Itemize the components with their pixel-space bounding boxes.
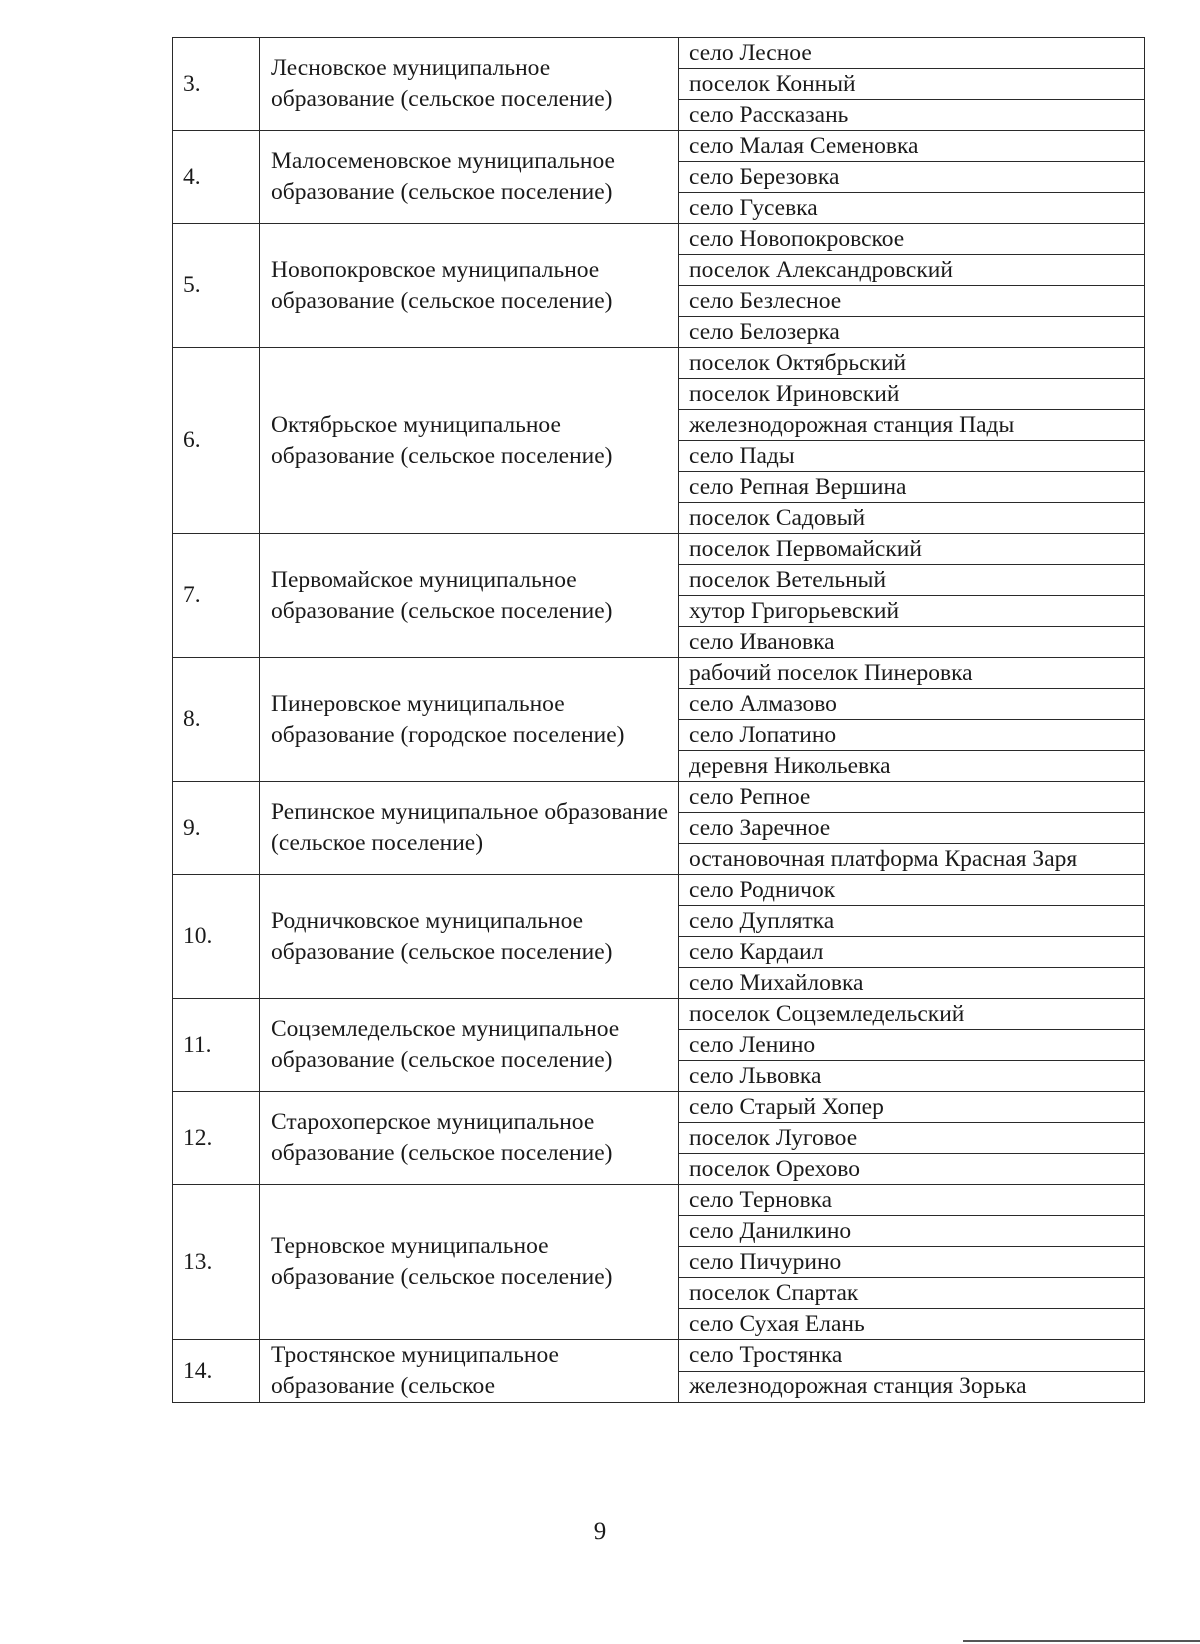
- settlement-name: село Березовка: [679, 162, 1145, 193]
- settlement-name: поселок Ветельный: [679, 565, 1145, 596]
- municipality-name: Малосеменовское муниципальное образование (сельское поселение): [260, 131, 679, 224]
- settlement-name: поселок Ириновский: [679, 379, 1145, 410]
- settlement-name: поселок Орехово: [679, 1154, 1145, 1185]
- settlement-name: село Старый Хопер: [679, 1092, 1145, 1123]
- settlement-name: село Родничок: [679, 875, 1145, 906]
- settlement-name: село Кардаил: [679, 937, 1145, 968]
- settlement-name: поселок Конный: [679, 69, 1145, 100]
- settlement-name: село Репная Вершина: [679, 472, 1145, 503]
- settlement-name: село Пады: [679, 441, 1145, 472]
- settlement-name: село Пичурино: [679, 1247, 1145, 1278]
- municipality-name: Пинеровское муниципальное образование (городское поселение): [260, 658, 679, 782]
- row-number: 8.: [173, 658, 260, 782]
- settlement-name: хутор Григорьевский: [679, 596, 1145, 627]
- settlement-name: село Ленино: [679, 1030, 1145, 1061]
- settlement-name: село Новопокровское: [679, 224, 1145, 255]
- table-row: [173, 782, 1145, 813]
- row-number: 10.: [173, 875, 260, 999]
- row-number: 3.: [173, 38, 260, 131]
- table-row: [173, 131, 1145, 162]
- table-row: [173, 1092, 1145, 1123]
- settlement-name: поселок Октябрьский: [679, 348, 1145, 379]
- municipality-name: Репинское муниципальное образование (сельское поселение): [260, 782, 679, 875]
- municipality-name: Первомайское муниципальное образование (сельское поселение): [260, 534, 679, 658]
- settlement-name: село Заречное: [679, 813, 1145, 844]
- row-number: 11.: [173, 999, 260, 1092]
- settlement-name: село Львовка: [679, 1061, 1145, 1092]
- settlement-name: железнодорожная станция Пады: [679, 410, 1145, 441]
- table-row: [173, 999, 1145, 1030]
- settlement-name: село Тростянка: [679, 1340, 1145, 1372]
- settlement-name: село Белозерка: [679, 317, 1145, 348]
- table-row: [173, 1185, 1145, 1216]
- row-number: 6.: [173, 348, 260, 534]
- settlement-name: остановочная платформа Красная Заря: [679, 844, 1145, 875]
- settlement-name: село Алмазово: [679, 689, 1145, 720]
- settlement-name: село Михайловка: [679, 968, 1145, 999]
- settlement-name: село Лесное: [679, 38, 1145, 69]
- municipality-name: Соцземледельское муниципальное образование (сельское поселение): [260, 999, 679, 1092]
- table-row: [173, 348, 1145, 379]
- settlement-name: железнодорожная станция Зорька: [679, 1371, 1145, 1403]
- table-body: [173, 38, 1145, 1403]
- settlement-name: село Малая Семеновка: [679, 131, 1145, 162]
- settlement-name: рабочий поселок Пинеровка: [679, 658, 1145, 689]
- settlement-name: село Сухая Елань: [679, 1309, 1145, 1340]
- bottom-rule-divider: [963, 1640, 1200, 1642]
- municipality-name: Лесновское муниципальное образование (сельское поселение): [260, 38, 679, 131]
- settlement-name: село Гусевка: [679, 193, 1145, 224]
- table-row: [173, 534, 1145, 565]
- municipality-name: Октябрьское муниципальное образование (сельское поселение): [260, 348, 679, 534]
- settlement-name: село Дуплятка: [679, 906, 1145, 937]
- table-row: [173, 875, 1145, 906]
- municipality-name: Новопокровское муниципальное образование (сельское поселение): [260, 224, 679, 348]
- settlement-name: деревня Никольевка: [679, 751, 1145, 782]
- settlement-name: поселок Спартак: [679, 1278, 1145, 1309]
- row-number: 9.: [173, 782, 260, 875]
- settlement-name: село Рассказань: [679, 100, 1145, 131]
- table-row: [173, 1340, 1145, 1372]
- row-number: 13.: [173, 1185, 260, 1340]
- settlement-name: поселок Садовый: [679, 503, 1145, 534]
- page-number: 9: [593, 1518, 607, 1545]
- settlement-name: поселок Первомайский: [679, 534, 1145, 565]
- table-row: [173, 658, 1145, 689]
- settlement-name: поселок Соцземледельский: [679, 999, 1145, 1030]
- municipality-name: Тростянское муниципальное образование (сельское: [260, 1340, 679, 1403]
- settlement-name: село Данилкино: [679, 1216, 1145, 1247]
- table-row: [173, 38, 1145, 69]
- settlement-name: село Репное: [679, 782, 1145, 813]
- settlement-name: село Безлесное: [679, 286, 1145, 317]
- row-number: 4.: [173, 131, 260, 224]
- municipality-name: Родничковское муниципальное образование (сельское поселение): [260, 875, 679, 999]
- municipality-name: Терновское муниципальное образование (сельское поселение): [260, 1185, 679, 1340]
- settlements-table: [172, 37, 1145, 1403]
- row-number: 5.: [173, 224, 260, 348]
- table-row: [173, 224, 1145, 255]
- settlement-name: поселок Александровский: [679, 255, 1145, 286]
- row-number: 7.: [173, 534, 260, 658]
- settlement-name: село Лопатино: [679, 720, 1145, 751]
- settlement-name: поселок Луговое: [679, 1123, 1145, 1154]
- settlement-name: село Терновка: [679, 1185, 1145, 1216]
- row-number: 14.: [173, 1340, 260, 1403]
- settlement-name: село Ивановка: [679, 627, 1145, 658]
- municipality-name: Старохоперское муниципальное образование (сельское поселение): [260, 1092, 679, 1185]
- row-number: 12.: [173, 1092, 260, 1185]
